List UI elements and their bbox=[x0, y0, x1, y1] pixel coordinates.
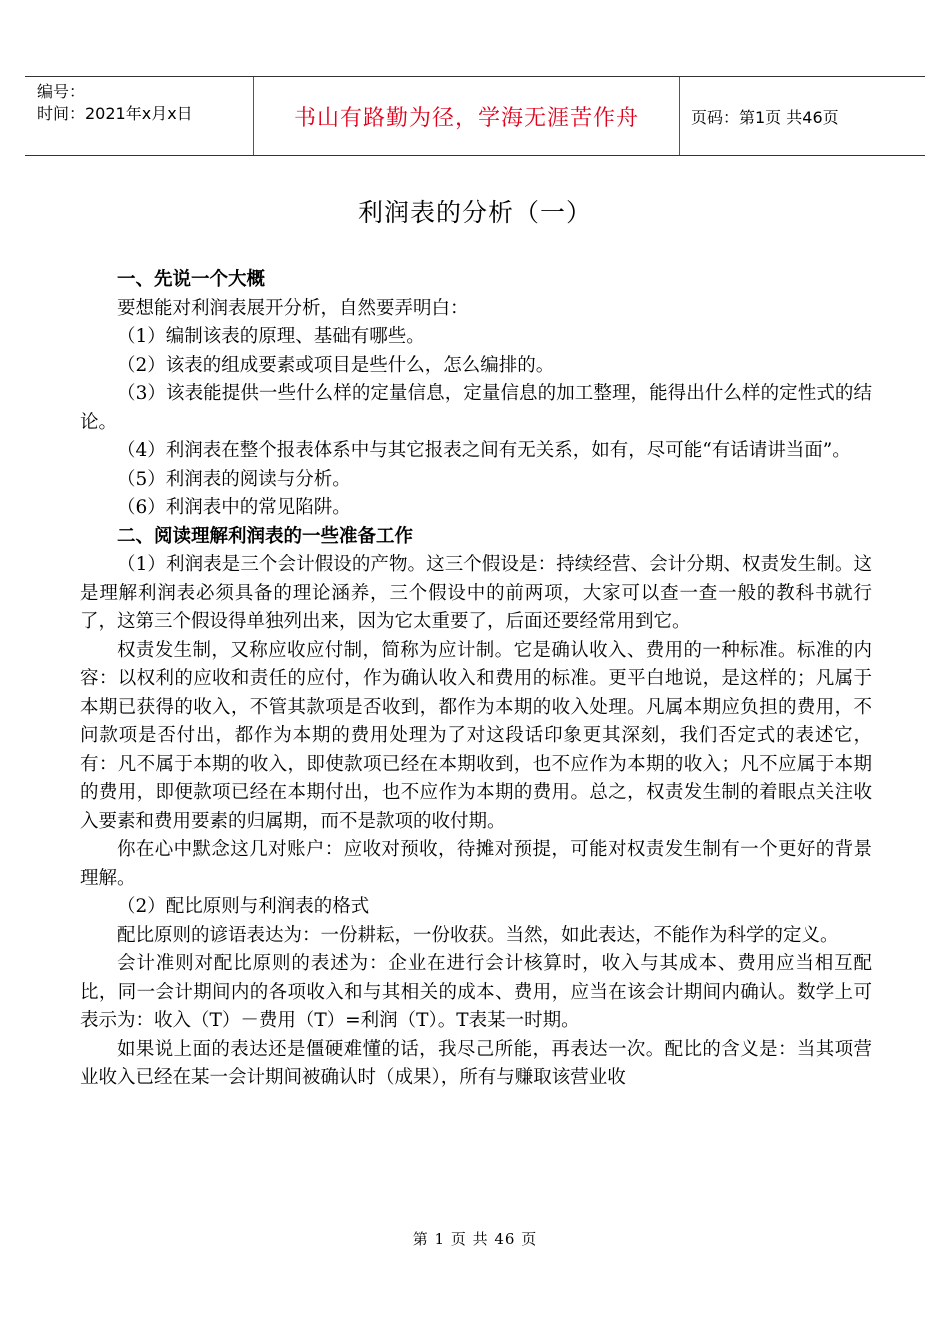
body-paragraph: 会计准则对配比原则的表述为：企业在进行会计核算时，收入与其成本、费用应当相互配比，同一会计期间内的各项收入和与其相关的成本、费用，应当在该会计期间内确认。数学上可表示为：收入（T）－费用（T）=利润（T）。T表某一时期。 bbox=[80, 953, 872, 1031]
page-footer: 第 1 页 共 46 页 bbox=[412, 1230, 538, 1248]
document-body bbox=[80, 266, 872, 1093]
body-paragraph: （4）利润表在整个报表体系中与其它报表之间有无关系，如有，尽可能“有话请讲当面”。 bbox=[117, 440, 851, 461]
body-paragraph: （3）该表能提供一些什么样的定量信息，定量信息的加工整理，能得出什么样的定性式的结论。 bbox=[80, 383, 872, 433]
header-motto: 书山有路勤为径，学海无涯苦作舟 bbox=[254, 77, 680, 155]
body-paragraph: 权责发生制，又称应收应付制，简称为应计制。它是确认收入、费用的一种标准。标准的内容：以权利的应收和责任的应付，作为确认收入和费用的标准。更平白地说，是这样的；凡属于本期已获得的收入，不管其款项是否收到，都作为本期的收入处理。凡属本期应负担的费用，不问款项是否付出，都作为本期的费用处理为了对这段话印象更其深刻，我们否定式的表述它，有：凡不属于本期的收入，即使款项已经在本期收到，也不应作为本期的收入；凡不应属于本期的费用，即便款项已经在本期付出，也不应作为本期的费用。总之，权责发生制的着眼点关注收入要素和费用要素的归属期，而不是款项的收付期。 bbox=[80, 639, 872, 832]
body-paragraph: 要想能对利润表展开分析，自然要弄明白： bbox=[117, 297, 469, 319]
body-paragraph: 你在心中默念这几对账户：应收对预收，待摊对预提，可能对权责发生制有一个更好的背景理解。 bbox=[80, 839, 872, 889]
body-paragraph: 如果说上面的表达还是僵硬难懂的话，我尽己所能，再表达一次。配比的含义是：当其项营业收入已经在某一会计期间被确认时（成果），所有与赚取该营业收 bbox=[80, 1038, 872, 1088]
section-heading: 二、阅读理解利润表的一些准备工作 bbox=[117, 525, 414, 547]
section-heading: 一、先说一个大概 bbox=[117, 269, 266, 290]
body-paragraph: 配比原则的谚语表达为：一份耕耘，一份收获。当然，如此表达，不能作为科学的定义。 bbox=[117, 924, 839, 946]
header-meta-cell bbox=[25, 77, 254, 155]
document-title: 利润表的分析（一） bbox=[357, 198, 592, 227]
body-paragraph: （5）利润表的阅读与分析。 bbox=[117, 468, 351, 490]
body-paragraph: （2）配比原则与利润表的格式 bbox=[117, 896, 370, 917]
body-paragraph: （6）利润表中的常见陷阱。 bbox=[117, 497, 351, 518]
body-paragraph: （1）编制该表的原理、基础有哪些。 bbox=[117, 326, 425, 347]
document-time-label: 时间：2021年x月x日 bbox=[37, 104, 193, 123]
header-page-info: 页码：第1页 共46页 bbox=[691, 107, 839, 127]
document-number-label: 编号： bbox=[37, 82, 86, 101]
body-paragraph: （2）该表的组成要素或项目是些什么，怎么编排的。 bbox=[117, 354, 555, 376]
body-paragraph: （1）利润表是三个会计假设的产物。这三个假设是：持续经营、会计分期、权责发生制。这是理解利润表必须具备的理论涵养，三个假设中的前两项，大家可以查一查一般的教科书就行了，这第三个假设得单独列出来，因为它太重要了，后面还要经常用到它。 bbox=[80, 554, 872, 632]
document-header bbox=[25, 76, 925, 156]
